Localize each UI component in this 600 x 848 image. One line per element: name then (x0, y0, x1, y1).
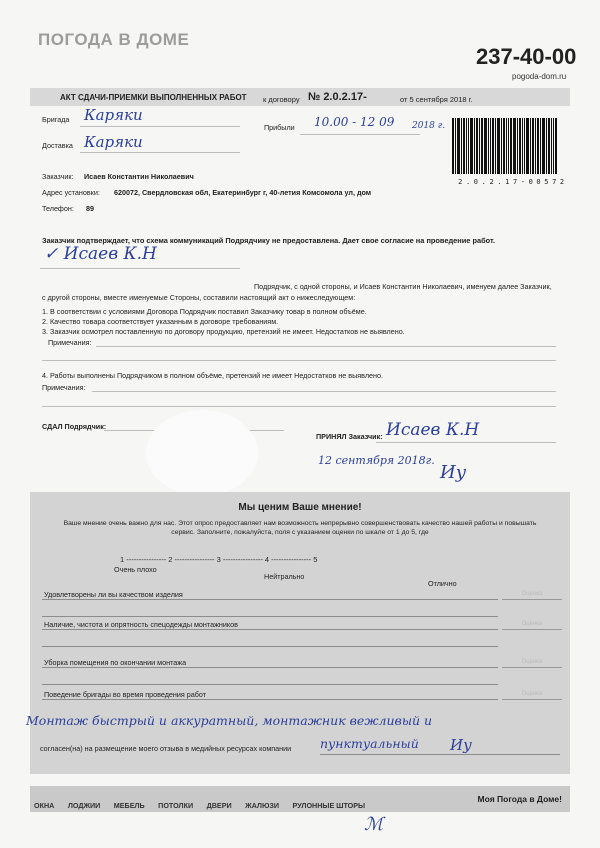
footer-nav (34, 795, 374, 813)
signoff-date: 12 сентября 2018г. (318, 454, 435, 467)
act-date: от 5 сентября 2018 г. (400, 95, 473, 104)
consent-text: Заказчик подтверждает, что схема коммуникаций Подрядчику не предоставлена. Дает свое согласие на проведение работ. (42, 236, 496, 245)
intro-line-2: с другой стороны, вместе именуемые Стороны, составили настоящий акт о нижеследующем: (42, 293, 356, 302)
phone-value: 89 (86, 204, 94, 213)
delivery-label: Доставка (42, 141, 73, 150)
survey-item-4: Поведение бригады во время проведения работ (44, 690, 207, 699)
footer-slogan: Моя Погода в Доме! (477, 794, 562, 804)
score-field-2[interactable]: Оценка (502, 617, 562, 630)
contract-label: к договору (263, 95, 300, 104)
arrived-label: Прибыли (264, 123, 295, 132)
survey-title: Мы ценим Ваше мнение! (238, 502, 362, 513)
handwritten-review-2: пунктуальный (320, 736, 419, 751)
brigade-value: Каряки (84, 106, 143, 124)
nav-ceilings[interactable]: ПОТОЛКИ (158, 801, 194, 810)
brand-logo (38, 30, 189, 50)
label-very-bad: Очень плохо (114, 565, 157, 574)
contract-number: № 2.0.2.17- (308, 91, 367, 103)
arrived-year: 2018 г. (412, 121, 446, 131)
barcode-number: 2 . 0 . 2 . 1 7 - 0 0 5 7 2 (458, 178, 564, 186)
footer-bar (30, 786, 570, 812)
survey-item-3: Уборка помещения по окончании монтажа (44, 658, 187, 667)
customer-label: Заказчик: (42, 172, 74, 181)
label-excellent: Отлично (428, 579, 457, 588)
clause-4: 4. Работы выполнены Подрядчиком в полном объёме, претензий не имеет Недостатков не выявлено. (42, 371, 383, 380)
stamp-blank (146, 410, 258, 496)
score-field-4[interactable]: Оценка (502, 687, 562, 700)
clause-1: 1. В соответствии с условиями Договора Подрядчик поставил Заказчику товар в полном объёме. (42, 307, 367, 316)
address-label: Адрес установки: (42, 188, 100, 197)
nav-blinds[interactable]: ЖАЛЮЗИ (245, 801, 280, 810)
accepted-label: ПРИНЯЛ Заказчик: (316, 432, 383, 441)
brand-site: pogoda-dom.ru (512, 72, 567, 81)
phone-label: Телефон: (42, 204, 74, 213)
label-neutral: Нейтрально (264, 572, 305, 581)
notes-label-2: Примечания: (42, 383, 86, 392)
notes-label-1: Примечания: (48, 338, 92, 347)
nav-roller-blinds[interactable]: РУЛОННЫЕ ШТОРЫ (292, 801, 366, 810)
clause-3: 3. Заказчик осмотрел поставленную по договору продукцию, претензий не имеет. Недостатков не выявлено. (42, 327, 405, 336)
handwritten-review-1: Монтаж быстрый и аккуратный, монтажник вежливый и (26, 713, 433, 728)
nav-furniture[interactable]: МЕБЕЛЬ (113, 801, 145, 810)
brand-phone: 237-40-00 (476, 44, 577, 69)
barcode (452, 118, 570, 174)
survey-item-2: Наличие, чистота и опрятность спецодежды монтажников (44, 620, 238, 629)
arrived-value: 10.00 - 12 09 (314, 115, 395, 129)
act-title: АКТ СДАЧИ-ПРИЕМКИ ВЫПОЛНЕННЫХ РАБОТ (60, 93, 247, 102)
intro-line-1: Подрядчик, с одной стороны, и Исаев Константин Николаевич, именуем далее Заказчик, (254, 282, 552, 291)
nav-windows[interactable]: ОКНА (34, 801, 55, 810)
score-field-1[interactable]: Оценка (502, 587, 562, 600)
brigade-label: Бригада (42, 115, 70, 124)
consent-signature: ✓ Исаев К.Н (44, 244, 157, 264)
clause-2: 2. Качество товара соответствует указанным в договоре требованиям. (42, 317, 279, 326)
logo-text: ПОГОДА В ДОМЕ (38, 30, 190, 49)
survey-intro: Ваше мнение очень важно для нас. Этот опрос предоставляет нам возможность непрерывно совершенствовать качество нашей работы и повышать сервис. Заполните, пожалуйста, поля с указанием оценки по шкале от 1 до 5, где (63, 520, 537, 536)
survey-panel (26, 492, 570, 774)
survey-scale: 1 ---------------- 2 ---------------- 3 ---------------- 4 ---------------- 5 (120, 555, 318, 564)
publish-consent: согласен(на) на размещение моего отзыва в медийных ресурсах компании (40, 744, 292, 753)
address-value: 620072, Свердловская обл, Екатеринбург г, 40-летия Комсомола ул, дом (114, 188, 372, 197)
delivery-value: Каряки (84, 133, 143, 151)
handed-label: СДАЛ Подрядчик: (42, 422, 107, 431)
customer-mark: Иу (440, 462, 467, 483)
customer-value: Исаев Константин Николаевич (84, 172, 194, 181)
nav-doors[interactable]: ДВЕРИ (206, 801, 232, 810)
accepted-signature: Исаев К.Н (386, 420, 480, 440)
survey-item-1: Удовлетворены ли вы качеством изделия (44, 590, 183, 599)
nav-loggias[interactable]: ЛОДЖИИ (67, 801, 101, 810)
score-field-3[interactable]: Оценка (502, 655, 562, 668)
bottom-signature: ℳ (364, 814, 384, 835)
review-mark: Иу (450, 736, 472, 754)
